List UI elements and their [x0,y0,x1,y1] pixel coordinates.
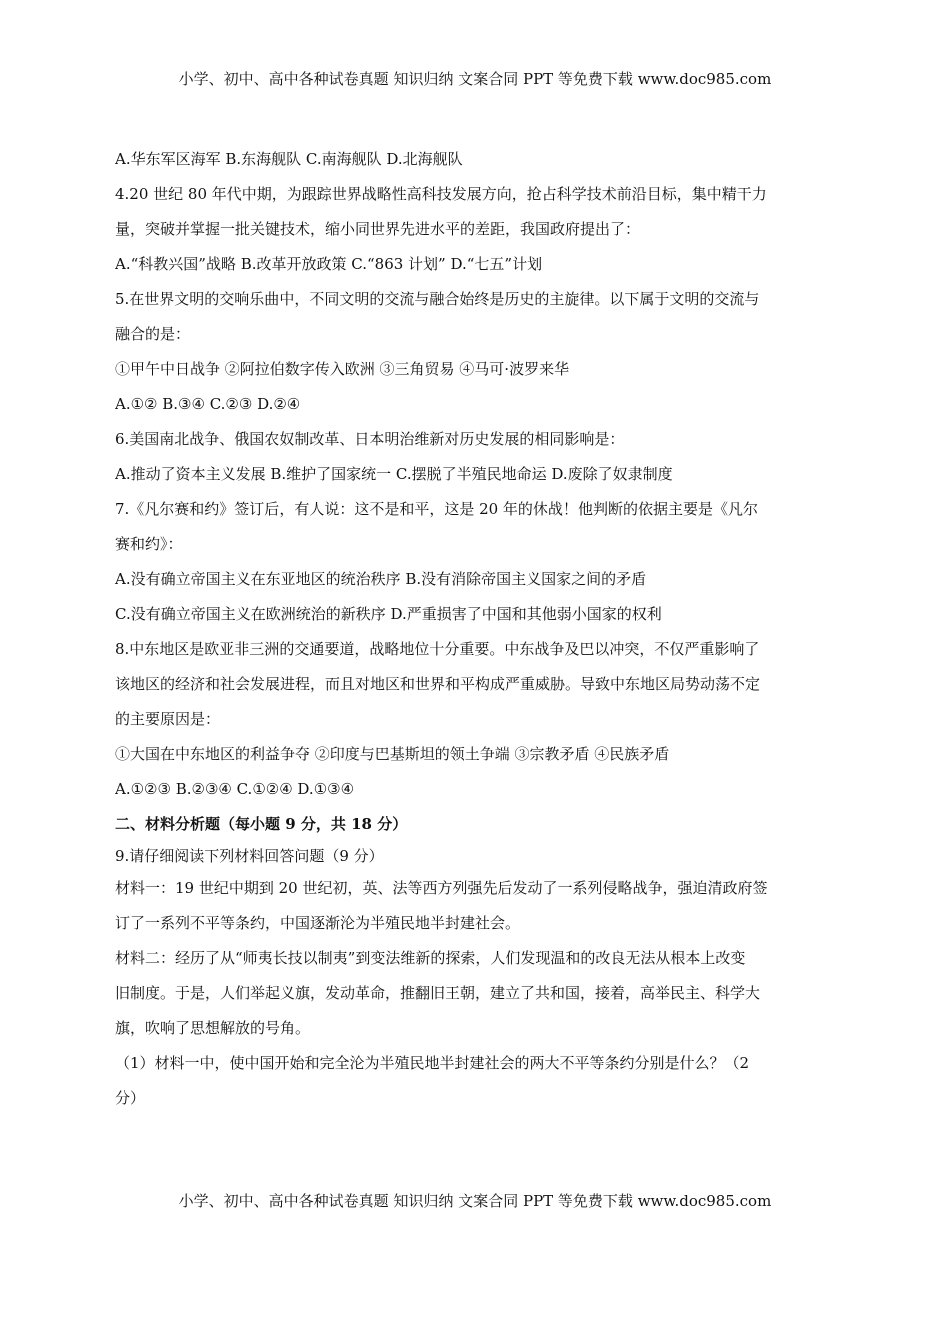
q8-stem-line-3: 的主要原因是： [115,710,221,728]
q9-sub1-line-2: 分） [115,1089,146,1107]
material-one-line-1: 材料一：19 世纪中期到 20 世纪初，英、法等西方列强先后发动了一系列侵略战争，强迫清政府签 [115,879,768,897]
q5-stem-line-1: 5.在世界文明的交响乐曲中，不同文明的交流与融合始终是历史的主旋律。以下属于文明的交流与 [115,290,760,308]
material-one-line-2: 订了一系列不平等条约，中国逐渐沦为半殖民地半封建社会。 [115,914,521,932]
q9-stem: 9.请仔细阅读下列材料回答问题（9 分） [115,847,384,865]
q9-sub1-line-1: （1）材料一中，使中国开始和完全沦为半殖民地半封建社会的两大不平等条约分别是什么？（2 [115,1054,750,1072]
q3-options: A.华东军区海军 B.东海舰队 C.南海舰队 D.北海舰队 [115,150,463,168]
q8-options: A.①②③ B.②③④ C.①②④ D.①③④ [115,780,355,798]
section-title: 二、材料分析题（每小题 9 分，共 18 分） [115,815,408,833]
q6-options: A.推动了资本主义发展 B.维护了国家统一 C.摆脱了半殖民地命运 D.废除了奴隶制度 [115,465,673,483]
q5-items: ①甲午中日战争 ②阿拉伯数字传入欧洲 ③三角贸易 ④马可·波罗来华 [115,360,570,378]
q7-stem-line-1: 7.《凡尔赛和约》签订后，有人说：这不是和平，这是 20 年的休战！他判断的依据主要是《凡尔 [115,500,758,518]
page-footer: 小学、初中、高中各种试卷真题 知识归纳 文案合同 PPT 等免费下载 www.doc985.com [178,1192,772,1210]
document-body [115,142,840,1116]
q6-stem: 6.美国南北战争、俄国农奴制改革、日本明治维新对历史发展的相同影响是： [115,430,625,448]
q4-options: A.“科教兴国”战略 B.改革开放政策 C.“863 计划” D.“七五”计划 [115,255,543,273]
q7-options-cd: C.没有确立帝国主义在欧洲统治的新秩序 D.严重损害了中国和其他弱小国家的权利 [115,605,662,623]
material-two-line-3: 旗，吹响了思想解放的号角。 [115,1019,311,1037]
q7-stem-line-2: 赛和约》： [115,535,183,553]
material-two-line-2: 旧制度。于是，人们举起义旗，发动革命，推翻旧王朝，建立了共和国，接着，高举民主、科学大 [115,984,761,1002]
q8-stem-line-2: 该地区的经济和社会发展进程，而且对地区和世界和平构成严重威胁。导致中东地区局势动荡不定 [115,675,761,693]
q4-stem-line-2: 量，突破并掌握一批关键技术，缩小同世界先进水平的差距，我国政府提出了： [115,220,641,238]
q8-stem-line-1: 8.中东地区是欧亚非三洲的交通要道，战略地位十分重要。中东战争及巴以冲突，不仅严重影响了 [115,640,760,658]
q5-options: A.①② B.③④ C.②③ D.②④ [115,395,301,413]
q4-stem-line-1: 4.20 世纪 80 年代中期，为跟踪世界战略性高科技发展方向，抢占科学技术前沿目标，集中精干力 [115,185,767,203]
q5-stem-line-2: 融合的是： [115,325,191,343]
q8-items: ①大国在中东地区的利益争夺 ②印度与巴基斯坦的领土争端 ③宗教矛盾 ④民族矛盾 [115,745,670,763]
page-header: 小学、初中、高中各种试卷真题 知识归纳 文案合同 PPT 等免费下载 www.doc985.com [178,70,772,88]
q7-options-ab: A.没有确立帝国主义在东亚地区的统治秩序 B.没有消除帝国主义国家之间的矛盾 [115,570,647,588]
material-two-line-1: 材料二：经历了从“师夷长技以制夷”到变法维新的探索，人们发现温和的改良无法从根本上改变 [115,949,746,967]
